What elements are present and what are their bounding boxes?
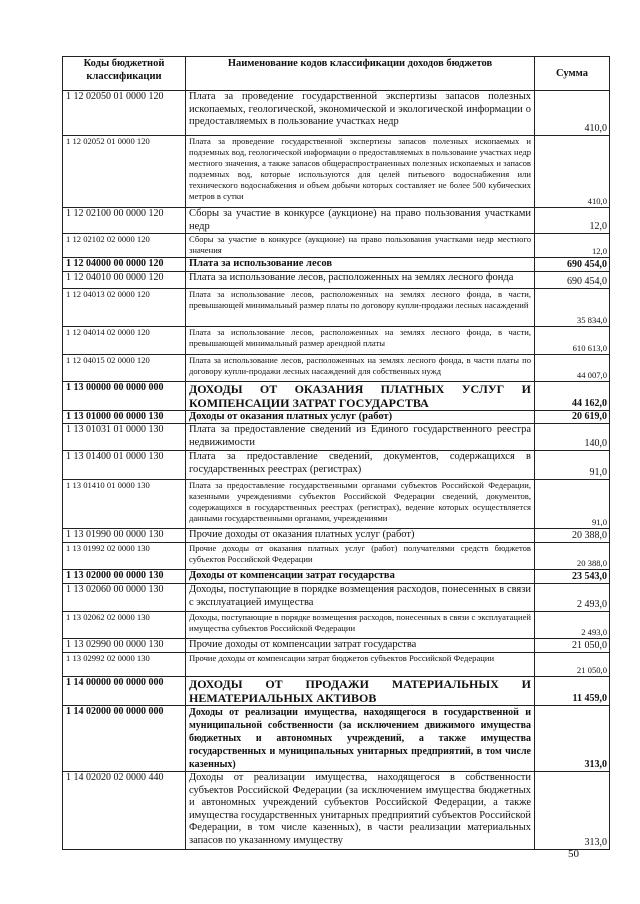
row-sum: 313,0 bbox=[535, 706, 610, 772]
row-code: 1 12 02102 02 0000 120 bbox=[63, 234, 186, 258]
row-name: Плата за проведение государственной экспертизы запасов полезных ископаемых и подземных вод, геологической информации о предоставляемых в пользование участках недр местного значения, а также запасов общераспространенных полезных ископаемых и запасов подземных вод, которые используются для целей питьевого водоснабжения или технического водоснабжения и объем добычи которых составляет не более 500 кубических метров в сутки bbox=[186, 136, 535, 208]
table-row bbox=[63, 639, 610, 653]
row-code: 1 14 00000 00 0000 000 bbox=[63, 677, 186, 706]
header-code: Коды бюджетной классификации bbox=[63, 57, 186, 91]
row-code: 1 12 04015 02 0000 120 bbox=[63, 354, 186, 381]
row-code: 1 12 04010 00 0000 120 bbox=[63, 271, 186, 288]
table-row bbox=[63, 410, 610, 424]
row-name: Доходы от реализации имущества, находящегося в государственной и муниципальной собственности (за исключением движимого имущества бюджетных и автономных учреждений, а также имущества государственных и муниципальных унитарных предприятий, в том числе казенных) bbox=[186, 706, 535, 772]
row-code: 1 12 02050 01 0000 120 bbox=[63, 91, 186, 136]
table-row bbox=[63, 136, 610, 208]
row-sum: 91,0 bbox=[535, 451, 610, 480]
row-name: Плата за использование лесов, расположенных на землях лесного фонда, в части, превышающей минимальный размер платы по договору купли-продажи лесных насаждений bbox=[186, 288, 535, 326]
revenue-table bbox=[62, 56, 610, 850]
table-row bbox=[63, 354, 610, 381]
row-sum: 140,0 bbox=[535, 424, 610, 451]
row-sum: 410,0 bbox=[535, 91, 610, 136]
row-code: 1 13 01031 01 0000 130 bbox=[63, 424, 186, 451]
row-name: Доходы от оказания платных услуг (работ) bbox=[186, 410, 535, 424]
row-name: Прочие доходы от компенсации затрат бюджетов субъектов Российской Федерации bbox=[186, 653, 535, 677]
row-sum: 20 388,0 bbox=[535, 543, 610, 570]
header-name: Наименование кодов классификации доходов бюджетов bbox=[186, 57, 535, 91]
row-code: 1 12 02100 00 0000 120 bbox=[63, 208, 186, 234]
row-sum: 610 613,0 bbox=[535, 326, 610, 354]
row-name: Доходы от компенсации затрат государства bbox=[186, 570, 535, 584]
row-code: 1 13 01000 00 0000 130 bbox=[63, 410, 186, 424]
row-sum: 12,0 bbox=[535, 234, 610, 258]
row-sum: 23 543,0 bbox=[535, 570, 610, 584]
row-sum: 2 493,0 bbox=[535, 612, 610, 639]
row-code: 1 13 01400 01 0000 130 bbox=[63, 451, 186, 480]
table-row bbox=[63, 677, 610, 706]
table-row bbox=[63, 451, 610, 480]
table-row bbox=[63, 570, 610, 584]
row-name: Плата за использование лесов, расположенных на землях лесного фонда, в части платы по договору купли-продажи лесных насаждений для собственных нужд bbox=[186, 354, 535, 381]
row-code: 1 13 01410 01 0000 130 bbox=[63, 480, 186, 529]
table-row bbox=[63, 772, 610, 850]
row-sum: 21 050,0 bbox=[535, 639, 610, 653]
row-name: Плата за использование лесов bbox=[186, 258, 535, 272]
row-sum: 12,0 bbox=[535, 208, 610, 234]
row-code: 1 12 04013 02 0000 120 bbox=[63, 288, 186, 326]
row-name: Плата за использование лесов, расположенных на землях лесного фонда, в части, превышающей минимальный размер арендной платы bbox=[186, 326, 535, 354]
table-row bbox=[63, 612, 610, 639]
row-sum: 91,0 bbox=[535, 480, 610, 529]
page-number: 50 bbox=[568, 848, 579, 860]
row-name: Прочие доходы от оказания платных услуг (работ) bbox=[186, 529, 535, 543]
row-code: 1 14 02020 02 0000 440 bbox=[63, 772, 186, 850]
row-code: 1 13 02060 00 0000 130 bbox=[63, 584, 186, 612]
table-row bbox=[63, 208, 610, 234]
row-code: 1 12 04014 02 0000 120 bbox=[63, 326, 186, 354]
document-sheet bbox=[62, 56, 609, 850]
row-sum: 21 050,0 bbox=[535, 653, 610, 677]
row-name: Прочие доходы от оказания платных услуг (работ) получателями средств бюджетов субъектов Российской Федерации bbox=[186, 543, 535, 570]
row-code: 1 13 02990 00 0000 130 bbox=[63, 639, 186, 653]
row-name: Доходы, поступающие в порядке возмещения расходов, понесенных в связи с эксплуатацией имущества субъектов Российской Федерации bbox=[186, 612, 535, 639]
table-row bbox=[63, 91, 610, 136]
row-sum: 410,0 bbox=[535, 136, 610, 208]
header-sum: Сумма bbox=[535, 57, 610, 91]
row-sum: 44 007,0 bbox=[535, 354, 610, 381]
row-code: 1 13 02062 02 0000 130 bbox=[63, 612, 186, 639]
row-sum: 35 834,0 bbox=[535, 288, 610, 326]
row-sum: 2 493,0 bbox=[535, 584, 610, 612]
row-code: 1 13 01992 02 0000 130 bbox=[63, 543, 186, 570]
table-row bbox=[63, 584, 610, 612]
row-code: 1 12 02052 01 0000 120 bbox=[63, 136, 186, 208]
row-name: Плата за использование лесов, расположенных на землях лесного фонда bbox=[186, 271, 535, 288]
row-sum: 690 454,0 bbox=[535, 271, 610, 288]
table-row bbox=[63, 424, 610, 451]
row-name: Сборы за участие в конкурсе (аукционе) на право пользования участками недр местного значения bbox=[186, 234, 535, 258]
row-name: Доходы от реализации имущества, находящегося в собственности субъектов Российской Федерации (за исключением имущества бюджетных и автономных учреждений субъектов Российской Федерации, а также имущества государственных унитарных предприятий субъектов Российской Федерации, в том числе казенных), в части реализации материальных запасов по указанному имуществу bbox=[186, 772, 535, 850]
row-code: 1 13 01990 00 0000 130 bbox=[63, 529, 186, 543]
table-row bbox=[63, 271, 610, 288]
table-row bbox=[63, 381, 610, 410]
row-code: 1 14 02000 00 0000 000 bbox=[63, 706, 186, 772]
table-row bbox=[63, 234, 610, 258]
table-row bbox=[63, 653, 610, 677]
table-row bbox=[63, 706, 610, 772]
row-name: Доходы, поступающие в порядке возмещения расходов, понесенных в связи с эксплуатацией имущества bbox=[186, 584, 535, 612]
table-row bbox=[63, 480, 610, 529]
table-row bbox=[63, 543, 610, 570]
table-header-row bbox=[63, 57, 610, 91]
row-name: Плата за предоставление сведений, документов, содержащихся в государственных реестрах (регистрах) bbox=[186, 451, 535, 480]
row-code: 1 13 02000 00 0000 130 bbox=[63, 570, 186, 584]
row-name: Плата за предоставление сведений из Единого государственного реестра недвижимости bbox=[186, 424, 535, 451]
row-sum: 11 459,0 bbox=[535, 677, 610, 706]
row-name: Прочие доходы от компенсации затрат государства bbox=[186, 639, 535, 653]
row-sum: 44 162,0 bbox=[535, 381, 610, 410]
row-name: Сборы за участие в конкурсе (аукционе) на право пользования участками недр bbox=[186, 208, 535, 234]
row-code: 1 12 04000 00 0000 120 bbox=[63, 258, 186, 272]
row-code: 1 13 00000 00 0000 000 bbox=[63, 381, 186, 410]
table-row bbox=[63, 288, 610, 326]
row-sum: 20 619,0 bbox=[535, 410, 610, 424]
table-row bbox=[63, 258, 610, 272]
row-sum: 690 454,0 bbox=[535, 258, 610, 272]
table-row bbox=[63, 529, 610, 543]
row-sum: 313,0 bbox=[535, 772, 610, 850]
row-name: ДОХОДЫ ОТ ОКАЗАНИЯ ПЛАТНЫХ УСЛУГ И КОМПЕНСАЦИИ ЗАТРАТ ГОСУДАРСТВА bbox=[186, 381, 535, 410]
row-name: ДОХОДЫ ОТ ПРОДАЖИ МАТЕРИАЛЬНЫХ И НЕМАТЕРИАЛЬНЫХ АКТИВОВ bbox=[186, 677, 535, 706]
row-name: Плата за проведение государственной экспертизы запасов полезных ископаемых, геологической, экономической и экологической информации о предоставляемых в пользование участках недр bbox=[186, 91, 535, 136]
row-sum: 20 388,0 bbox=[535, 529, 610, 543]
table-row bbox=[63, 326, 610, 354]
row-name: Плата за предоставление государственными органами субъектов Российской Федерации, казенными учреждениями субъектов Российской Федерации сведений, документов, содержащихся в государственных реестрах (регистрах), ведение которых осуществляется данными государственными органами, учреждениями bbox=[186, 480, 535, 529]
row-code: 1 13 02992 02 0000 130 bbox=[63, 653, 186, 677]
